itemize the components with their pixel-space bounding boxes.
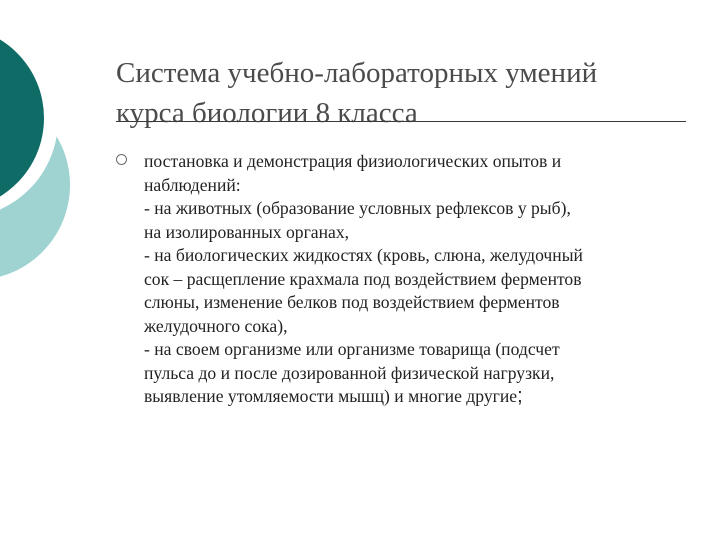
body-line: сок – расщепление крахмала под воздействием ферментов <box>144 268 582 289</box>
title-line: Система учебно-лабораторных умений <box>116 57 598 90</box>
hollow-circle-bullet-icon <box>116 154 127 165</box>
dark-teal-circle <box>0 26 44 210</box>
decorative-circles <box>0 0 120 320</box>
body-line: пульса до и после дозированной физической нагрузки, <box>144 362 555 383</box>
body-line: - на своем организме или организме товарища (подсчет <box>144 339 560 359</box>
body-line: - на биологических жидкостях (кровь, слюна, желудочный <box>144 245 583 265</box>
body-line-last <box>144 385 676 409</box>
title-divider <box>116 121 686 122</box>
body-line: - на животных (образование условных рефлексов у рыб), <box>144 198 571 218</box>
body-list <box>116 150 676 409</box>
title-line: курса биологии 8 класса <box>116 97 418 130</box>
body-line: желудочного сока), <box>144 315 288 336</box>
light-teal-circle <box>0 90 70 280</box>
body-line: на изолированных органах, <box>144 221 350 242</box>
body-line: постановка и демонстрация физиологических опытов и <box>144 151 562 171</box>
white-circle-gap <box>0 22 58 218</box>
trailing-punctuation: ; <box>517 385 523 407</box>
body-line: наблюдений: <box>144 174 241 195</box>
body-line-text: выявление утомляемости мышц) и многие другие <box>144 386 518 406</box>
list-item <box>116 150 676 409</box>
body-line: слюны, изменение белков под воздействием ферментов <box>144 292 560 312</box>
